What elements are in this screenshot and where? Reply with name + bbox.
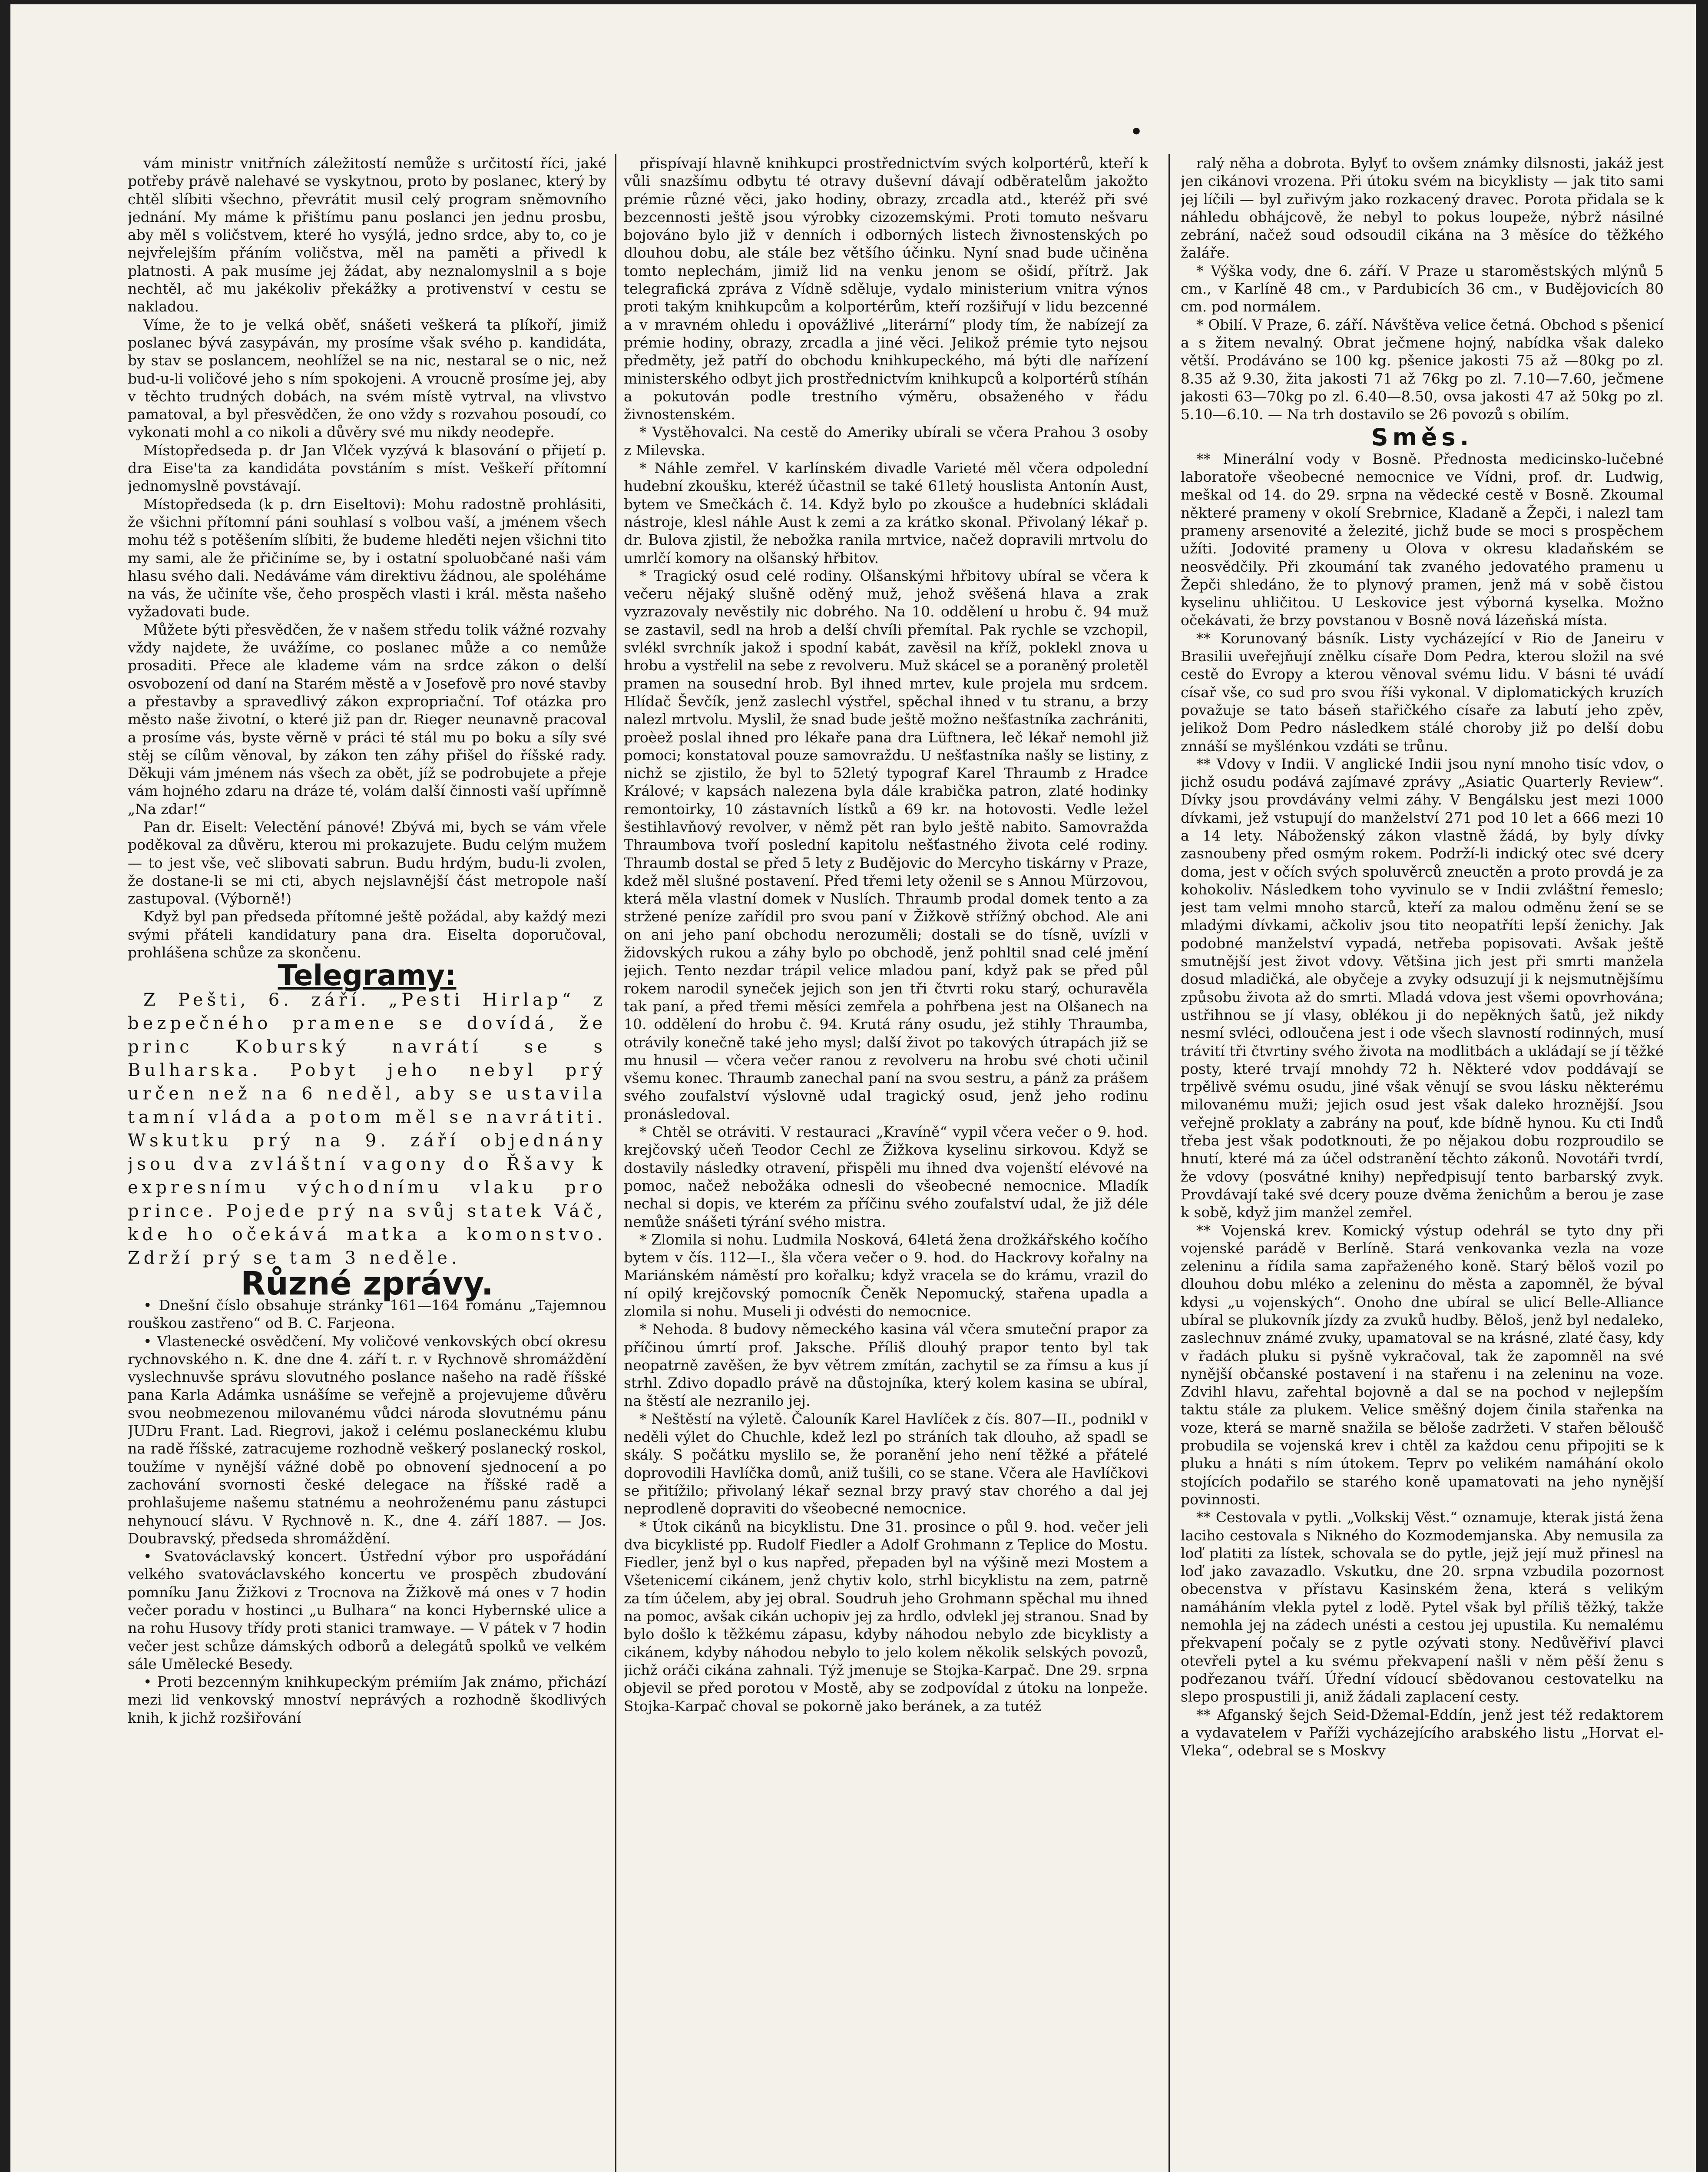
news-item: ** Korunovaný básník. Listy vycházející v Rio de Janeiru v Brasilii uveřejňují znělku císaře Dom Pedra, kterou složil na své cestě do Evropy a kterou věnoval svému lidu. V básni té uvádí císař vše, co sud pro svou říši vykonal. V diplomatických kruzích považuje se tato báseň stařičkého císaře za labutí jeho zpěv, jelikož Dom Pedro následkem stálé choroby již po delší dobu znnáší se myšlénkou vzdáti se trůnu. [1181, 629, 1664, 755]
section-heading-miscellany: Směs. [1371, 424, 1473, 451]
column-2 [624, 154, 1148, 2172]
article-paragraph: Můžete býti přesvědčen, že v našem středu tolik vážné rozvahy vždy najdete, že uvážíme, co poslanec může a co nemůže prosaditi. Přece ale klademe vám na srdce zákon o delší osvobození od daní na Starém městě a v Josefově pro nové stavby a přestavby a spravedlivý zákon expropriační. Tof otázka pro město naše životní, o které již pan dr. Rieger neunavně pracoval a prosíme vás, byste věrně v práci té stál mu po boku a síly své stěj se cílům věnoval, by zákon ten záhy přišel do říšské rady. Děkuji vám jménem nás všech za obět, jíž se podrobujete a přeje vám hojného zdaru na dráze té, volám další činnosti vaší upřímně „Na zdar!“ [128, 621, 606, 818]
news-item: * Obilí. V Praze, 6. září. Návštěva velice četná. Obchod s pšenicí a s žitem nevalný. Obrat ječmene hojný, nabídka však daleko větší. Prodáváno se 100 kg. pšenice jakosti 75 až —80kg po zl. 8.35 až 9.30, žita jakosti 71 až 76kg po zl. 7.10—7.60, ječmene jakosti 63—70kg po zl. 6.40—8.50, ovsa jakosti 47 až 50kg po zl. 5.10—6.10. — Na trh dostavilo se 26 povozů s obilím. [1181, 316, 1664, 423]
news-item: * Zlomila si nohu. Ludmila Nosková, 64letá žena drožkářského kočího bytem v čís. 112—I., šla včera večer o 9. hod. do Hackrovy kořalny na Mariánském náměstí pro kořalku; když vracela se do krámu, vrazil do ní opilý krejčovský pomocník Čeněk Nepomucký, stařena upadla a zlomila si nohu. Museli ji odvésti do nemocnice. [624, 1231, 1148, 1320]
news-item: * Vystěhovalci. Na cestě do Ameriky ubírali se včera Prahou 3 osoby z Milevska. [624, 424, 1148, 459]
news-item: • Dnešní číslo obsahuje stránky 161—164 románu „Tajemnou rouškou zastřeno“ od B. C. Farjeona. [128, 1296, 606, 1332]
column-rule-1 [615, 154, 616, 2172]
news-item: ** Vdovy v Indii. V anglické Indii jsou nyní mnoho tisíc vdov, o jichž osudu podává zajímavé zprávy „Asiatic Quarterly Review“. Dívky jsou provdávány velmi záhy. V Bengálsku jest mezi 1000 dívkami, jež vstupují do manželství 271 pod 10 let a 666 mezi 10 a 14 lety. Náboženský zákon vlastně žádá, by byly dívky zasnoubeny před osmým rokem. Podrží-li indický otec své dcery doma, jest v očích svých spoluvěrců zneuctěn a proto provdá je za kohokoliv. Následkem toho vyvinulo se v Indii zvláštní řemeslo; jest tam velmi mnoho starců, kteří za malou odměnu žení se se mladými dívkami, ačkoliv jsou tito neopatříti lepší ženichy. Jak podobné manželství vypadá, netřeba popisovati. Avšak ještě smutnější jest život vdovy. Většina jich jest při smrti manžela dosud mladičká, ale obyčeje a zvyky odsuzují ji k nejsmutnějšímu způsobu života až do smrti. Mladá vdova jest všemi opovrhována; ustřihnou se jí vlasy, oblékou ji do nepěkných šatů, jež nikdy nesmí svléci, odloučena jest i ode všech slavností rodinných, musí trávití tři čtvrtiny svého života na modlitbách a ukládají se jí těžké posty, které trvají mnohdy 72 h. Některé vdov poddávají se trpělivě svému osudu, jiné však věnují se svou lásku některému milovanému muži; jejich osud jest však daleko hroznější. Jsou veřejně proklaty a zabrány na pouť, kde bídně hynou. Ku cti Indů třeba jest však podotknouti, že po nějakou dobu rozproudilo se hnutí, které má za účel odstranění těchto zákonů. Novotáři tvrdí, že vdovy (posvátné knihy) nepředpisují tento barbarský zvyk. Provdávají také své dcery pouze dvěma ženichům a berou je zase k sobě, když jim manžel zemřel. [1181, 755, 1664, 1221]
news-item: ** Afganský šejch Seid-Džemal-Eddín, jenž jest též redaktorem a vydavatelem v Paříži vycházejícího arabského listu „Horvat el-Vleka“, odebral se s Moskvy [1181, 1706, 1664, 1759]
news-item: * Nehoda. 8 budovy německého kasina vál včera smuteční prapor za příčinou úmrtí prof. Jaksche. Příliš dlouhý prapor tento byl tak neopatrně zavěšen, že byv větrem zmítán, zachytil se za římsu a kus jí strhl. Zdivo dopadlo právě na důstojníka, který kolem kasina se ubíral, na štěstí ale nezranilo jej. [624, 1321, 1148, 1410]
news-item: • Vlastenecké osvědčení. My voličové venkovských obcí okresu rychnovského n. K. dne dne 4. září t. r. v Rychnově shromáždění vyslechnuvše správu slovutného poslance našeho na radě říšské pana Karla Adámka usnášíme se veřejně a projevujeme důvěru svou neobmezenou milovanému vůdci národa slovutnému pánu JUDru Frant. Lad. Riegrovi, jakož i celému poslaneckému klubu na radě říšské, zatracujeme rozhodně veškerý poslanecký roskol, toužíme v nynější vážné době po obnovení sjednocení a po zachování svornosti české delegace na říšské radě a prohlašujeme našemu statnému a neohroženému panu zástupci nehynoucí slávu. V Rychnově n. K., dne 4. září 1887. — Jos. Doubravský, předseda shromáždění. [128, 1332, 606, 1547]
page-top-mark: • [1130, 121, 1143, 143]
article-paragraph: Když byl pan předseda přítomné ještě požádal, aby každý mezi svými přáteli kandidatury pana dra. Eiselta doporučoval, prohlášena schůze za skončenu. [128, 908, 606, 961]
news-item: * Výška vody, dne 6. září. V Praze u staroměstských mlýnů 5 cm., v Karlíně 48 cm., v Pardubicích 36 cm., v Budějovicích 80 cm. pod normálem. [1181, 262, 1664, 315]
news-item: • Svatováclavský koncert. Ústřední výbor pro uspořádání velkého svatováclavského koncertu ve prospěch zbudování pomníku Janu Žižkovi z Trocnova na Žižkově má ones v 7 hodin večer poradu v hostinci „u Bulhara“ na konci Hybernské ulice a na rohu Husovy třídy proti stanici tramwaye. — V pátek v 7 hodin večer jest schůze dámských odborů a delegátů spolků ve velkém sále Umělecké Besedy. [128, 1548, 606, 1672]
article-paragraph: Místopředseda p. dr Jan Vlček vyzývá k blasování o přijetí p. dra Eise'ta za kandidáta povstáním s míst. Veškeří přítomní jednomyslně povstávají. [128, 441, 606, 495]
news-item: ** Cestovala v pytli. „Volkskij Věst.“ oznamuje, kterak jistá žena laciho cestovala s Nikného do Kozmodemjanska. Aby nemusila za loď platiti za lístek, schovala se do pytle, jejž její muž přinesl na loď jako zavazadlo. Vskutku, dne 20. srpna vzbudila pozornost obecenstva v přístavu Kasinském žena, která s velikým namáháním vlekla pytel z lodě. Pytel však byl příliš těžký, takže nemohla jej na zádech unésti a cestou jej upustila. Ku nemalému překvapení počaly se z pytle ozývati stony. Nedůvěřiví plavci otevřeli pytel a ku svému překvapení našli v něm pěší ženu s podřezanou tváří. Úřední vídoucí sbědovanou cestovatelku na slepo prospustili ji, aniž žádali zaplacení cesty. [1181, 1509, 1664, 1705]
news-item: ralý něha a dobrota. Bylyť to ovšem známky dilsnosti, jakáž jest jen cikánovi vrozena. Při útoku svém na bicyklisty — jak tito sami jej líčili — byl zuřivým jako rozkacený dravec. Porota přidala se k náhledu obhájcově, že nebyl to pokus loupeže, nýbrž násilné zebrání, načež soud odsoudil cikána na 3 měsíce do těžkého žaláře. [1181, 155, 1664, 262]
column-1 [128, 154, 606, 2172]
news-item: * Tragický osud celé rodiny. Olšanskými hřbitovy ubíral se včera k večeru nějaký slušně oděný muž, jehož svěšená hlava a zrak vyzrazovaly nevěstily nic dobrého. Na 10. oddělení u hrobu č. 94 muž se zastavil, sedl na hrob a delší chvíli přemítal. Pak rychle se vzchopil, svlékl svrchník jakož i spodní kabát, zavěsil na kříž, poklekl znova u hrobu a vystřelil na sebe z revolveru. Muž skácel se a poraněný proletěl pramen na sousední hrob. Byl ihned mrtev, kule projela mu srdcem. Hlídač Ševčík, jenž zaslechl výstřel, spěchal ihned v tu stranu, a brzy nalezl mrtvolu. Myslil, že snad bude ještě možno nešťastníka zachrániti, proèež poslal ihned pro lékaře pana dra Lüftnera, leč lékař nemohl již pomoci; konstatoval pouze samovraždu. U nešťastníka našly se listiny, z nichž se zjistilo, že byl to 52letý typograf Karel Thraumb z Hradce Králové; v kapsách nalezena byla dále krabička patron, zlaté hodinky remontoirky, 10 zástavních lístků a 69 kr. na hotovosti. Vedle ležel šestihlavňový revolver, v němž pět ran bylo ještě nabito. Samovražda Thraumbova tvoří poslední kapitolu nešťastného života celé rodiny. Thraumb dostal se před 5 lety z Budějovic do Mercyho tiskárny v Praze, kdež měl slušné postavení. Před třemi lety oženil se s Annou Mürzovou, která měla vlastní domek v Nuslích. Thraumb prodal domek tento a za stržené peníze zařídil pro svou paní v Žižkově střížný obchod. Ale ani on ani jeho paní obchodu nerozuměli; dostali se do tísně, uvízli v židovských rukou a záhy bylo po obchodě, jenž pohltil snad celé jmění jejich. Tento nezdar trápil velice mladou paní, když pak se před půl rokem narodil syneček jejich son jen tři čtvrti roku starý, ochuravěla tak paní, a před třemi měsíci zemřela a pohřbena jest na Olšanech na 10. oddělení do hrobu č. 94. Krutá rány osudu, jež stihly Thraumba, otrávily konečně také jeho mysl; další život po takových útrapách již se mu hnusil — včera večer ranou z revolveru na hrobu své choti učinil všemu konec. Thraumb zanechal paní na svou sestru, a pánž za prášem svého zoufalství výslovně udal tragický osud, jenž jeho rodinu pronásledoval. [624, 567, 1148, 1122]
telegram-text: Z Pešti, 6. září. „Pesti Hirlap“ z bezpečného pramene se dovídá, že princ Koburský navrátí se s Bulharska. Pobyt jeho nebyl prý určen než na 6 neděl, aby se ustavila tamní vláda a potom měl se navrátiti. Wskutku prý na 9. září objednány jsou dva zvláštní vagony do Řšavy k expresnímu východnímu vlaku pro prince. Pojede prý na svůj statek Váč, kde ho očekává matka a komonstvo. Zdrží prý se tam 3 neděle. [128, 990, 606, 1268]
section-heading-news: Různé zprávy. [241, 1265, 493, 1302]
news-item: • Proti bezcenným knihkupeckým prémiím Jak známo, přichází mezi lid venkovský mnoství neprávých a rozhodně škodlivých knih, k jichž rozšiřování [128, 1673, 606, 1726]
column-rule-2 [1168, 154, 1170, 2172]
news-item: * Náhle zemřel. V karlínském divadle Varieté měl včera odpolední hudební zkoušku, kteréž účastnil se také 61letý houslista Antonín Aust, bytem ve Smečkách č. 14. Když bylo po zkoušce a hudebníci skládali nástroje, klesl náhle Aust k zemi a za krátko skonal. Přivolaný lékař p. dr. Bulova zjistil, že nebožka ranila mrtvice, načež dopravili mrtvolu do umrlčí komory na olšanský hřbitov. [624, 460, 1148, 566]
news-item: ** Vojenská krev. Komický výstup odehrál se tyto dny při vojenské parádě v Berlíně. Stará venkovanka vezla na voze zeleninu a řídila sama zapřaženého koně. Starý běloš vozil po dlouhou dobu mléko a zeleninu do města a zapomněl, že býval kdysi „u vojenských“. Onoho dne ubíral se ulicí Belle-Alliance ubíral se plukovník jízdy za zvuků hudby. Běloš, jenž byl nedaleko, zaslechnuv známé zvuky, upamatoval se na krásné, zlaté časy, kdy v řadách pluku si pyšně vykračoval, tak že zapomněl na své nynější občanské postavení i na stařenu i na zeleninu na voze. Zdvihl hlavu, zařehtal bojovně a dal se na pochod v nejlepším taktu stále za plukem. Velice směšný dojem činila stařenka na voze, která se marně snažila se běloše zadržeti. V stařen běloušč probudila se vojenská krev i chtěl za každou cenu připojiti se k pluku a hnáti s ním útokem. Teprv po velikém namáhání okolo stojících podařilo se starého koně upamatovati na jeho nynější povinnosti. [1181, 1222, 1664, 1508]
article-paragraph: Víme, že to je velká oběť, snášeti veškerá ta plíkoří, jimiž poslanec bývá zasypáván, my prosíme však svého p. kandidáta, by stav se poslancem, neohlížel se na nic, nestaral se o nic, než bud-u-li voličové jeho s ním spokojeni. A vroucně prosíme jej, aby v těchto trudných dobách, na svém místě vytrval, na vlivstvo pamatoval, a byl přesvědčen, že ono vždy s rozvahou posoudí, co vykonati mohl a co nikoli a důvěry své mu nikdy neodepře. [128, 316, 606, 441]
news-item: * Chtěl se otráviti. V restauraci „Kravíně“ vypil včera večer o 9. hod. krejčovský učeň Teodor Cechl ze Žižkova kyselinu sirkovou. Když se dostavily následky otravení, přispěli mu ihned dva vojenští elévové na pomoc, načež nebožáka odnesli do všeobecné nemocnice. Mladík nechal si dopis, ve kterém za příčinu svého zoufalství udal, že již déle nemůže snášeti týrání svého mistra. [624, 1123, 1148, 1230]
news-item: * Neštěstí na výletě. Čalouník Karel Havlíček z čís. 807—II., podnikl v neděli výlet do Chuchle, kdež lezl po stráních tak dlouho, až spadl se skály. S počátku myslilo se, že poranění jeho není těžké a přátelé doprovodili Havlíčka domů, aniž tušili, co se stane. Včera ale Havlíčkovi se přitížilo; přivolaný lékař seznal brzy pravý stav chorého a dal jej neprodleně dopraviti do všeobecné nemocnice. [624, 1410, 1148, 1517]
news-item: * Útok cikánů na bicyklistu. Dne 31. prosince o půl 9. hod. večer jeli dva bicyklisté pp. Rudolf Fiedler a Adolf Grohmann z Teplice do Mostu. Fiedler, jenž byl o kus napřed, přepaden byl na výšině mezi Mostem a Všetenicemí cikánem, jenž chytiv kolo, strhl bicyklistu na zem, patrně za tím účelem, aby jej obral. Soudruh jeho Grohmann spěchal mu ihned na pomoc, avšak cikán uchopiv jej za hrdlo, odvlekl jej stranou. Snad by bylo došlo k těžkému zápasu, kdyby náhodou nebylo zde bicyklisty a cikánem, kdyby náhodou nebylo to jelo kolem několik selských povozů, jichž oráči cikána zahnali. Týž jmenuje se Stojka-Karpač. Dne 29. srpna objevil se před porotou v Mostě, aby se zodpovídal z útoku na lonpeže. Stojka-Karpač choval se pokorně jako beránek, a za tutéž [624, 1518, 1148, 1715]
column-3 [1181, 154, 1664, 2172]
section-heading-telegrams: Telegramy: [278, 959, 457, 993]
article-paragraph: Místopředseda (k p. drn Eiseltovi): Mohu radostně prohlásiti, že všichni přítomní páni souhlasí s volbou vaší, a jménem všech mohu též s potěšením slíbiti, že budeme hleděti nejen všichni tito my sami, ale že přičiníme se, by i ostatní spoluobčané naši vám hlasu svého dali. Nedáváme vám direktivu žádnou, ale spoléháme na vás, že učiníte vše, čeho prospěch vlasti i král. města našeho vyžadovati bude. [128, 495, 606, 620]
news-item: přispívají hlavně knihkupci prostřednictvím svých kolportérů, kteří k vůli snazšímu odbytu té otravy duševní dávají odběratelům jakožto prémie různé věci, jako hodiny, obrazy, zrcadla atd., kteréž při své bezcennosti ještě jsou výrobky cizozemskými. Proti tomuto nešvaru bojováno bylo již v denních i odborných listech živnostenských po dlouhou dobu, ale stále bez většího účinku. Nyní snad bude učiněna tomto neplechám, jimiž lid na venku jenom se ošidí, přítrž. Jak telegrafická zpráva z Vídně sděluje, vydalo ministerium vnitra výnos proti takým knihkupcům a kolportérům, kteří rozšiřují v lidu bezcenné a v mravném ohledu i opovážlivé „literární“ plody tím, že nabízejí za prémie hodiny, obrazy, zrcadla a jiné věci. Jelikož prémie tyto nejsou předměty, jež patří do obchodu knihkupeckého, má býti dle nařízení ministerského odbyt jich prostřednictvím knihkupců a kolportérů stíhán a pokutován podle trestního výměru, obsaženého v řádu živnostenském. [624, 155, 1148, 423]
article-paragraph: Pan dr. Eiselt: Velectění pánové! Zbývá mi, bych se vám vřele poděkoval za důvěru, kterou mi prokazujete. Budu celým mužem — to jest vše, več slibovati sabrun. Budu hrdým, budu-li zvolen, že dostane-li se mi cti, abych nejslavnější část metropole naší zastupoval. (Výborně!) [128, 818, 606, 907]
news-item: ** Minerální vody v Bosně. Přednosta medicinsko-lučebné laboratoře všeobecné nemocnice ve Vídni, prof. dr. Ludwig, meškal od 14. do 29. srpna na vědecké cestě v Bosně. Zkoumal některé prameny v okolí Srebrnice, Kladaně a Žepči, i nalezl tam prameny arsenovité a železité, jichž bude se moci s prospěchem užíti. Jodovité prameny u Olova v okresu kladaňském se neosvědčily. Při zkoumání tak zvaného jedovatého pramenu u Žepči shledáno, že to plynový pramen, jenž má v sobě čistou kyselinu uhličitou. U Leskovice jest výborná kyselka. Možno očekávati, že brzy povstanou v Bosně nová lázeňská místa. [1181, 450, 1664, 629]
newspaper-page [10, 4, 1696, 2172]
article-paragraph: vám ministr vnitřních záležitostí nemůže s určitostí říci, jaké potřeby právě nalehavé se vyskytnou, proto by poslanec, který by chtěl slíbiti všechno, převrátit musil celý program sněmovního jednání. My máme k přištímu panu poslanci jen jednu prosbu, aby měl s voličstvem, které ho vysýlá, jedno srdce, aby to, co je nejvřelejším přáním voličstva, měl na paměti a přivedl k platnosti. A pak musíme jej žádat, aby neznalomyslnil a s boje nechtěl, ač mu jakékoliv překážky a protivenství v cestu se nakladou. [128, 155, 606, 315]
